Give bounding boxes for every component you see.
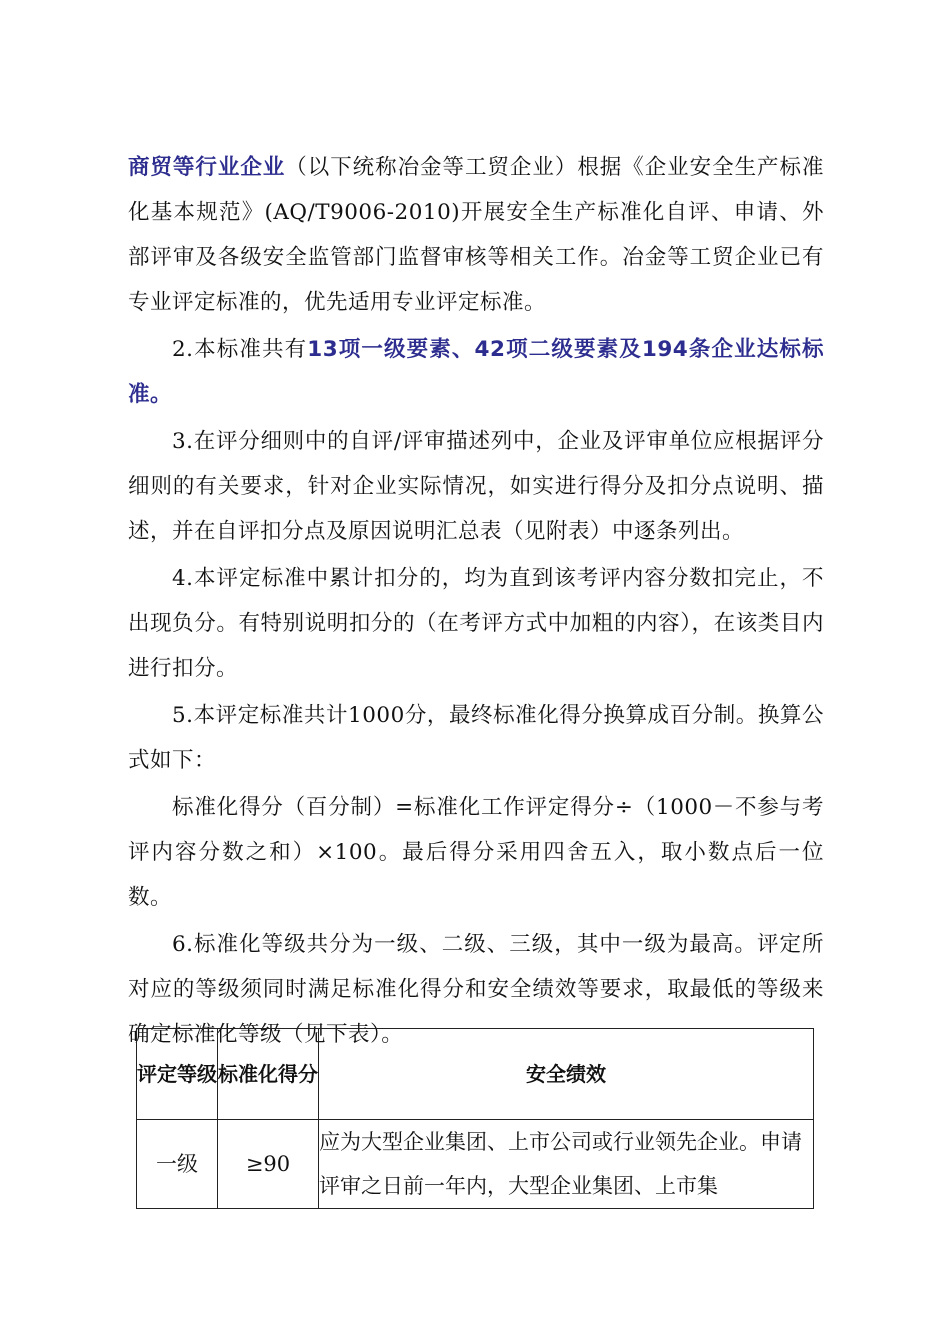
paragraph-item-6: 6.标准化等级共分为一级、二级、三级，其中一级为最高。评定所对应的等级须同时满足标准化得分和安全绩效等要求，取最低的等级来确定标准化等级（见下表）。 xyxy=(128,932,824,1047)
header-score: 标准化得分 xyxy=(218,1029,319,1120)
cell-score: ≥90 xyxy=(218,1120,319,1209)
table-header-row xyxy=(137,1029,814,1120)
cell-grade: 一级 xyxy=(137,1120,218,1209)
cell-performance: 应为大型企业集团、上市公司或行业领先企业。申请评审之日前一年内，大型企业集团、上市集 xyxy=(319,1120,814,1209)
document-body xyxy=(128,145,824,1057)
paragraph-text: 2.本标准共有 xyxy=(172,337,308,362)
paragraph-item-4: 4.本评定标准中累计扣分的，均为直到该考评内容分数扣完止，不出现负分。有特别说明扣分的（在考评方式中加粗的内容），在该类目内进行扣分。 xyxy=(128,566,824,681)
highlight-text: 商贸等行业企业 xyxy=(128,155,286,180)
table-row xyxy=(137,1120,814,1209)
paragraph-item-5: 5.本评定标准共计1000分，最终标准化得分换算成百分制。换算公式如下： xyxy=(128,703,824,773)
header-grade: 评定等级 xyxy=(137,1029,218,1120)
header-performance: 安全绩效 xyxy=(319,1029,814,1120)
highlight-text: 13项一级要素、42项二级要素及194条企业达标标准。 xyxy=(128,337,824,407)
paragraph-scope xyxy=(128,145,824,325)
grade-table xyxy=(136,1028,814,1209)
paragraph-text: （以下统称冶金等工贸企业）根据《企业安全生产标准化基本规范》(AQ/T9006-2010)开展安全生产标准化自评、申请、外部评审及各级安全监管部门监督审核等相关工作。冶金等工贸企业已有专业评定标准的，优先适用专业评定标准。 xyxy=(128,155,824,315)
paragraph-item-2 xyxy=(128,327,824,417)
paragraph-item-3: 3.在评分细则中的自评/评审描述列中，企业及评审单位应根据评分细则的有关要求，针对企业实际情况，如实进行得分及扣分点说明、描述，并在自评扣分点及原因说明汇总表（见附表）中逐条列出。 xyxy=(128,429,824,544)
paragraph-formula: 标准化得分（百分制）=标准化工作评定得分÷（1000－不参与考评内容分数之和）×100。最后得分采用四舍五入，取小数点后一位数。 xyxy=(128,795,824,910)
